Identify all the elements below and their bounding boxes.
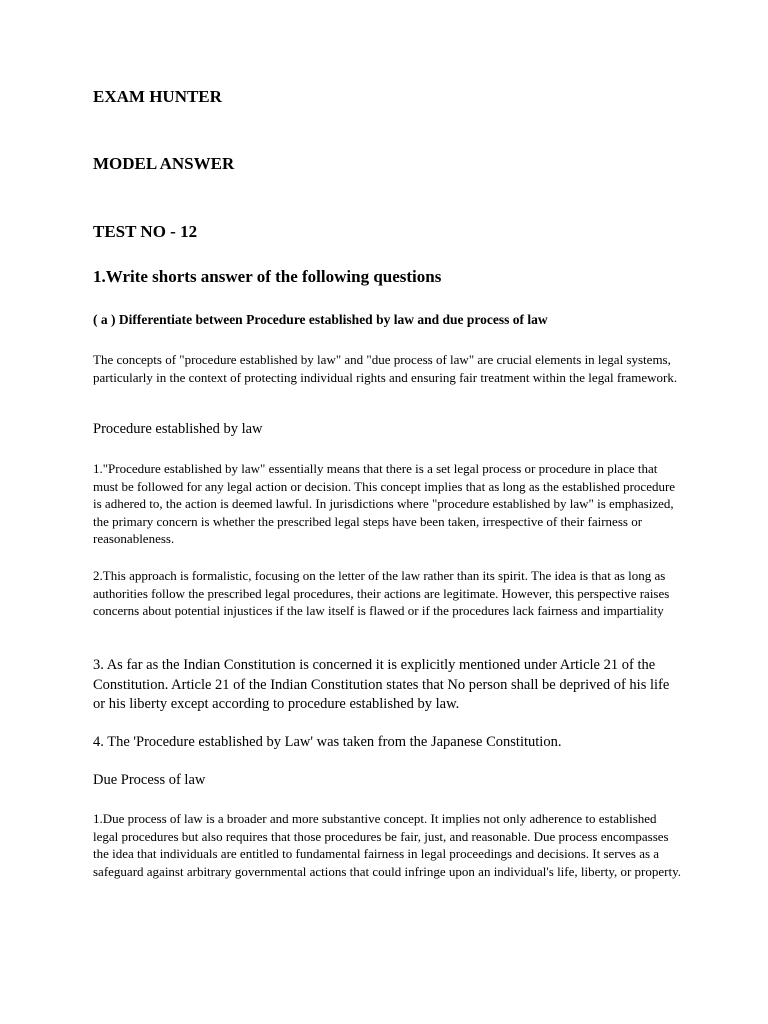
due-process-heading: Due Process of law (93, 772, 206, 788)
model-answer-heading: MODEL ANSWER (93, 154, 235, 173)
brand-heading: EXAM HUNTER (93, 87, 222, 106)
procedure-point-3: 3. As far as the Indian Constitution is concerned it is explicitly mentioned under Article 21 of the Constitution. Article 21 of the Indian Constitution states that No person shall be deprived of his life or his liberty except according to procedure established by law. (93, 657, 670, 712)
question-heading: ( a ) Differentiate between Procedure established by law and due process of law (93, 312, 548, 327)
intro-paragraph: The concepts of "procedure established by law" and "due process of law" are crucial elements in legal systems, particularly in the context of protecting individual rights and ensuring fair treatment within the legal framework. (93, 352, 678, 385)
procedure-point-2: 2.This approach is formalistic, focusing on the letter of the law rather than its spirit. The idea is that as long as authorities follow the prescribed legal procedures, their actions are legitimate. However, this perspective raises concerns about potential injustices if the law itself is flawed or if the procedures lack fairness and impartiality (93, 568, 670, 619)
procedure-point-1: 1."Procedure established by law" essentially means that there is a set legal process or procedure in place that must be followed for any legal action or decision. This concept implies that as long as the established procedure is adhered to, the action is deemed lawful. In jurisdictions where "procedure established by law" is emphasized, the primary concern is whether the prescribed legal steps have been taken, irrespective of their fairness or reasonableness. (93, 461, 676, 547)
test-number-heading: TEST NO - 12 (93, 222, 198, 241)
due-process-point-1: 1.Due process of law is a broader and more substantive concept. It implies not only adherence to established legal procedures but also requires that those procedures be fair, just, and reasonable. Due process encompasses the idea that individuals are entitled to fundamental fairness in legal proceedings and decisions. It serves as a safeguard against arbitrary governmental actions that could infringe upon an individual's life, liberty, or property. (93, 811, 682, 879)
procedure-heading: Procedure established by law (93, 421, 263, 437)
procedure-point-4: 4. The 'Procedure established by Law' was taken from the Japanese Constitution. (93, 734, 562, 750)
section-title: 1.Write shorts answer of the following questions (93, 267, 442, 286)
